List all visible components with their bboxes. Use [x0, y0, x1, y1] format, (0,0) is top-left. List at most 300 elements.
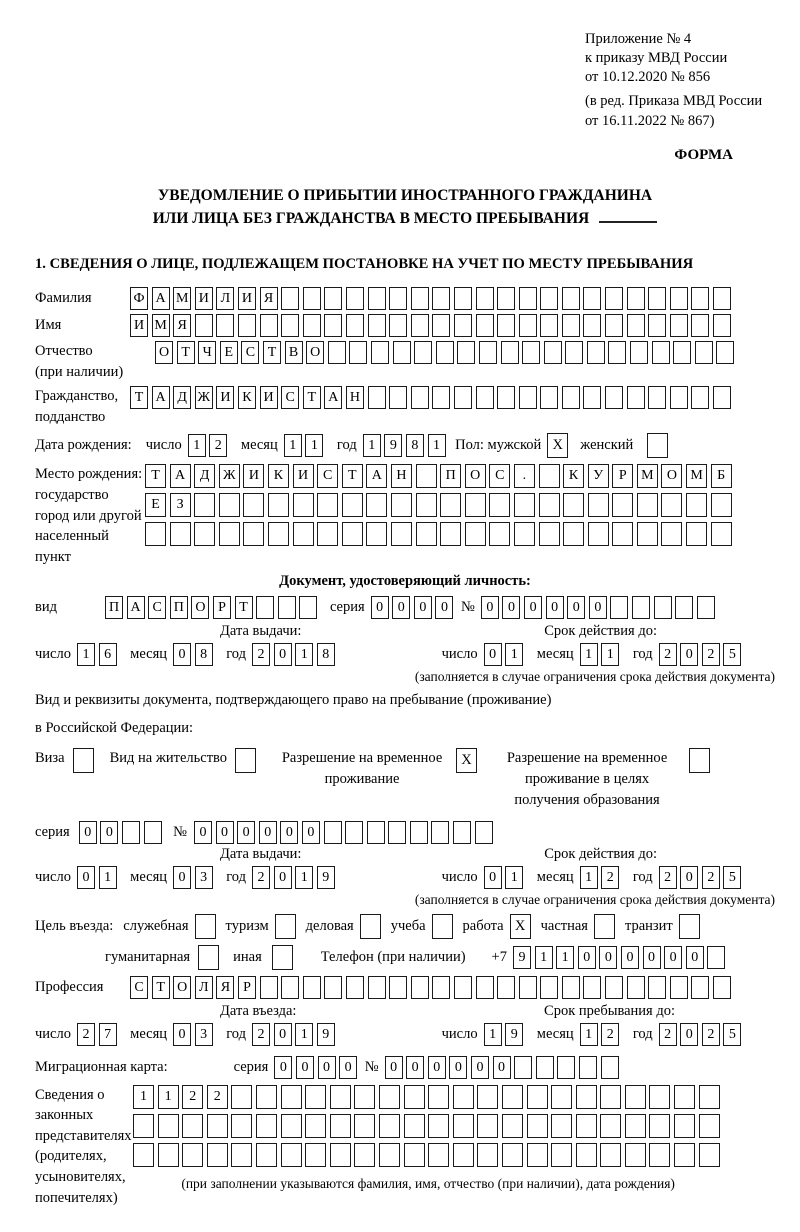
char-box[interactable] [713, 386, 731, 409]
char-box[interactable] [562, 287, 580, 310]
char-box[interactable]: У [588, 464, 609, 488]
char-box[interactable] [674, 1085, 695, 1109]
char-box[interactable] [539, 522, 560, 546]
char-box[interactable] [527, 1143, 548, 1167]
doc-series-input[interactable] [371, 596, 457, 619]
char-box[interactable] [654, 596, 672, 619]
char-box[interactable] [368, 976, 386, 999]
char-box[interactable] [477, 1114, 498, 1138]
char-box[interactable]: И [293, 464, 314, 488]
char-box[interactable]: М [686, 464, 707, 488]
char-box[interactable] [502, 1143, 523, 1167]
char-box[interactable] [551, 1143, 572, 1167]
char-box[interactable] [256, 596, 274, 619]
doc-number-input[interactable] [481, 596, 719, 619]
char-box[interactable] [354, 1085, 375, 1109]
char-box[interactable] [587, 341, 605, 364]
char-box[interactable] [371, 341, 389, 364]
char-box[interactable]: 0 [414, 596, 432, 619]
char-box[interactable]: 1 [505, 866, 523, 889]
char-box[interactable] [539, 493, 560, 517]
char-box[interactable] [583, 386, 601, 409]
char-box[interactable] [428, 1114, 449, 1138]
char-box[interactable]: 1 [284, 434, 302, 457]
char-box[interactable] [317, 522, 338, 546]
char-box[interactable] [605, 976, 623, 999]
purpose-work-checkbox[interactable]: X [510, 914, 531, 939]
char-box[interactable] [453, 1114, 474, 1138]
char-box[interactable] [661, 493, 682, 517]
char-box[interactable] [562, 976, 580, 999]
char-box[interactable] [122, 821, 140, 844]
char-box[interactable]: А [366, 464, 387, 488]
char-box[interactable] [565, 341, 583, 364]
char-box[interactable] [637, 493, 658, 517]
char-box[interactable]: Т [145, 464, 166, 488]
char-box[interactable] [305, 1085, 326, 1109]
char-box[interactable]: С [317, 464, 338, 488]
char-box[interactable]: 0 [621, 946, 639, 969]
char-box[interactable] [428, 1143, 449, 1167]
char-box[interactable]: 0 [493, 1056, 511, 1079]
char-box[interactable] [379, 1114, 400, 1138]
char-box[interactable] [379, 1143, 400, 1167]
char-box[interactable] [502, 1085, 523, 1109]
char-box[interactable] [346, 314, 364, 337]
char-box[interactable] [207, 1114, 228, 1138]
purpose-business-checkbox[interactable] [360, 914, 381, 939]
char-box[interactable] [610, 596, 628, 619]
char-box[interactable] [514, 493, 535, 517]
char-box[interactable] [454, 386, 472, 409]
char-box[interactable] [281, 287, 299, 310]
char-box[interactable] [428, 1085, 449, 1109]
migration-number-input[interactable] [385, 1056, 623, 1079]
char-box[interactable]: 0 [578, 946, 596, 969]
char-box[interactable]: 2 [659, 866, 677, 889]
char-box[interactable] [366, 522, 387, 546]
char-box[interactable] [231, 1143, 252, 1167]
char-box[interactable] [432, 314, 450, 337]
char-box[interactable] [454, 976, 472, 999]
char-box[interactable]: 1 [484, 1023, 502, 1046]
char-box[interactable] [391, 493, 412, 517]
char-box[interactable]: 0 [484, 866, 502, 889]
purpose-private-checkbox[interactable] [594, 914, 615, 939]
char-box[interactable]: 1 [295, 643, 313, 666]
char-box[interactable] [605, 314, 623, 337]
char-box[interactable]: А [170, 464, 191, 488]
char-box[interactable]: 0 [259, 821, 277, 844]
char-box[interactable]: 1 [556, 946, 574, 969]
char-box[interactable] [231, 1114, 252, 1138]
char-box[interactable]: 2 [601, 1023, 619, 1046]
sex-male-checkbox[interactable]: X [547, 433, 568, 458]
temp-residence-education-checkbox[interactable] [689, 748, 710, 773]
char-box[interactable] [328, 341, 346, 364]
char-box[interactable] [457, 341, 475, 364]
char-box[interactable] [411, 386, 429, 409]
phone-input[interactable] [513, 946, 729, 969]
char-box[interactable] [207, 1143, 228, 1167]
char-box[interactable] [648, 287, 666, 310]
char-box[interactable]: С [489, 464, 510, 488]
char-box[interactable] [367, 821, 385, 844]
char-box[interactable] [256, 1085, 277, 1109]
char-box[interactable] [514, 522, 535, 546]
char-box[interactable] [576, 1114, 597, 1138]
char-box[interactable]: 0 [280, 821, 298, 844]
char-box[interactable]: Ж [219, 464, 240, 488]
identity-valid-day-input[interactable] [484, 643, 527, 666]
char-box[interactable] [281, 976, 299, 999]
char-box[interactable]: Я [260, 287, 278, 310]
char-box[interactable] [410, 821, 428, 844]
char-box[interactable] [145, 522, 166, 546]
char-box[interactable] [536, 1056, 554, 1079]
char-box[interactable] [497, 287, 515, 310]
char-box[interactable]: Т [235, 596, 253, 619]
char-box[interactable] [416, 493, 437, 517]
char-box[interactable] [670, 386, 688, 409]
char-box[interactable] [519, 314, 537, 337]
char-box[interactable] [713, 314, 731, 337]
char-box[interactable]: 8 [406, 434, 424, 457]
char-box[interactable]: И [195, 287, 213, 310]
char-box[interactable] [608, 341, 626, 364]
char-box[interactable] [414, 341, 432, 364]
char-box[interactable]: 0 [385, 1056, 403, 1079]
identity-issue-day-input[interactable] [77, 643, 120, 666]
char-box[interactable] [133, 1114, 154, 1138]
purpose-study-checkbox[interactable] [432, 914, 453, 939]
char-box[interactable]: 1 [505, 643, 523, 666]
char-box[interactable]: 0 [680, 1023, 698, 1046]
birthplace-input-row2[interactable] [145, 493, 735, 517]
char-box[interactable] [260, 976, 278, 999]
char-box[interactable] [551, 1114, 572, 1138]
char-box[interactable]: 9 [384, 434, 402, 457]
char-box[interactable] [539, 464, 560, 488]
char-box[interactable]: Ж [195, 386, 213, 409]
char-box[interactable]: 2 [659, 643, 677, 666]
char-box[interactable] [699, 1085, 720, 1109]
char-box[interactable] [268, 522, 289, 546]
char-box[interactable]: Н [346, 386, 364, 409]
char-box[interactable]: 0 [567, 596, 585, 619]
char-box[interactable] [346, 976, 364, 999]
char-box[interactable] [416, 464, 437, 488]
identity-valid-year-input[interactable] [659, 643, 745, 666]
char-box[interactable] [431, 821, 449, 844]
char-box[interactable] [330, 1114, 351, 1138]
char-box[interactable] [648, 314, 666, 337]
char-box[interactable] [563, 522, 584, 546]
char-box[interactable] [432, 287, 450, 310]
char-box[interactable]: 0 [680, 643, 698, 666]
char-box[interactable]: 0 [302, 821, 320, 844]
purpose-tourism-checkbox[interactable] [275, 914, 296, 939]
residence-valid-month-input[interactable] [580, 866, 623, 889]
char-box[interactable]: 0 [274, 643, 292, 666]
char-box[interactable]: 0 [274, 1056, 292, 1079]
char-box[interactable] [562, 386, 580, 409]
char-box[interactable]: 0 [406, 1056, 424, 1079]
char-box[interactable] [194, 493, 215, 517]
char-box[interactable] [281, 1114, 302, 1138]
char-box[interactable]: 0 [435, 596, 453, 619]
char-box[interactable] [303, 976, 321, 999]
char-box[interactable] [170, 522, 191, 546]
char-box[interactable] [440, 493, 461, 517]
char-box[interactable] [388, 821, 406, 844]
char-box[interactable]: Л [216, 287, 234, 310]
representatives-input-row3[interactable] [133, 1143, 723, 1167]
char-box[interactable] [260, 314, 278, 337]
char-box[interactable] [182, 1114, 203, 1138]
char-box[interactable] [713, 287, 731, 310]
char-box[interactable] [699, 1114, 720, 1138]
char-box[interactable]: 7 [99, 1023, 117, 1046]
char-box[interactable] [627, 314, 645, 337]
char-box[interactable] [544, 341, 562, 364]
char-box[interactable] [368, 314, 386, 337]
char-box[interactable] [158, 1114, 179, 1138]
char-box[interactable] [540, 287, 558, 310]
char-box[interactable]: С [241, 341, 259, 364]
char-box[interactable] [637, 522, 658, 546]
char-box[interactable]: 9 [505, 1023, 523, 1046]
residence-issue-year-input[interactable] [252, 866, 338, 889]
stay-month-input[interactable] [580, 1023, 623, 1046]
entry-day-input[interactable] [77, 1023, 120, 1046]
char-box[interactable]: 0 [643, 946, 661, 969]
char-box[interactable] [707, 946, 725, 969]
char-box[interactable]: 9 [317, 866, 335, 889]
char-box[interactable] [389, 386, 407, 409]
char-box[interactable] [588, 493, 609, 517]
char-box[interactable]: 0 [686, 946, 704, 969]
char-box[interactable]: 1 [77, 643, 95, 666]
char-box[interactable]: Р [612, 464, 633, 488]
char-box[interactable]: П [170, 596, 188, 619]
char-box[interactable] [454, 314, 472, 337]
char-box[interactable] [563, 493, 584, 517]
char-box[interactable] [691, 314, 709, 337]
char-box[interactable]: 5 [723, 643, 741, 666]
char-box[interactable]: М [152, 314, 170, 337]
char-box[interactable] [670, 314, 688, 337]
char-box[interactable] [342, 522, 363, 546]
char-box[interactable]: А [127, 596, 145, 619]
char-box[interactable] [231, 1085, 252, 1109]
char-box[interactable]: З [170, 493, 191, 517]
char-box[interactable]: 5 [723, 1023, 741, 1046]
char-box[interactable]: Л [195, 976, 213, 999]
char-box[interactable] [479, 341, 497, 364]
char-box[interactable] [527, 1085, 548, 1109]
char-box[interactable] [324, 821, 342, 844]
char-box[interactable]: 9 [317, 1023, 335, 1046]
identity-issue-month-input[interactable] [173, 643, 216, 666]
char-box[interactable]: Р [213, 596, 231, 619]
char-box[interactable] [303, 287, 321, 310]
char-box[interactable] [476, 386, 494, 409]
char-box[interactable] [476, 976, 494, 999]
char-box[interactable] [562, 314, 580, 337]
char-box[interactable]: 1 [158, 1085, 179, 1109]
char-box[interactable] [583, 287, 601, 310]
char-box[interactable] [476, 314, 494, 337]
entry-month-input[interactable] [173, 1023, 216, 1046]
char-box[interactable]: 0 [428, 1056, 446, 1079]
entry-year-input[interactable] [252, 1023, 338, 1046]
char-box[interactable]: С [130, 976, 148, 999]
char-box[interactable] [630, 341, 648, 364]
char-box[interactable] [268, 493, 289, 517]
citizenship-input[interactable] [130, 386, 735, 409]
char-box[interactable] [281, 1143, 302, 1167]
char-box[interactable] [256, 1143, 277, 1167]
char-box[interactable]: 2 [207, 1085, 228, 1109]
residence-permit-checkbox[interactable] [235, 748, 256, 773]
identity-issue-year-input[interactable] [252, 643, 338, 666]
char-box[interactable] [691, 386, 709, 409]
char-box[interactable] [411, 314, 429, 337]
char-box[interactable] [711, 522, 732, 546]
char-box[interactable]: 3 [195, 866, 213, 889]
char-box[interactable] [368, 386, 386, 409]
firstname-input[interactable] [130, 314, 735, 337]
char-box[interactable] [476, 287, 494, 310]
char-box[interactable]: И [238, 287, 256, 310]
char-box[interactable]: 2 [182, 1085, 203, 1109]
residence-valid-year-input[interactable] [659, 866, 745, 889]
char-box[interactable] [540, 976, 558, 999]
char-box[interactable] [557, 1056, 575, 1079]
char-box[interactable]: О [465, 464, 486, 488]
char-box[interactable]: 0 [339, 1056, 357, 1079]
char-box[interactable] [691, 287, 709, 310]
char-box[interactable]: 3 [195, 1023, 213, 1046]
representatives-input-row1[interactable] [133, 1085, 723, 1109]
char-box[interactable]: О [173, 976, 191, 999]
char-box[interactable] [649, 1143, 670, 1167]
char-box[interactable] [674, 1114, 695, 1138]
representatives-input-row2[interactable] [133, 1114, 723, 1138]
char-box[interactable]: 0 [296, 1056, 314, 1079]
char-box[interactable] [354, 1143, 375, 1167]
char-box[interactable] [345, 821, 363, 844]
char-box[interactable] [600, 1085, 621, 1109]
char-box[interactable]: К [563, 464, 584, 488]
char-box[interactable] [661, 522, 682, 546]
birth-month-input[interactable] [284, 434, 327, 457]
sex-female-checkbox[interactable] [647, 433, 668, 458]
char-box[interactable] [489, 493, 510, 517]
char-box[interactable]: 2 [702, 866, 720, 889]
char-box[interactable]: В [285, 341, 303, 364]
char-box[interactable] [497, 386, 515, 409]
char-box[interactable] [686, 522, 707, 546]
char-box[interactable]: 1 [580, 1023, 598, 1046]
char-box[interactable] [368, 287, 386, 310]
char-box[interactable] [453, 821, 471, 844]
char-box[interactable] [583, 976, 601, 999]
char-box[interactable] [432, 976, 450, 999]
char-box[interactable] [625, 1085, 646, 1109]
char-box[interactable]: П [105, 596, 123, 619]
char-box[interactable]: 0 [237, 821, 255, 844]
char-box[interactable] [404, 1114, 425, 1138]
char-box[interactable] [389, 287, 407, 310]
char-box[interactable]: . [514, 464, 535, 488]
stay-year-input[interactable] [659, 1023, 745, 1046]
char-box[interactable] [379, 1085, 400, 1109]
char-box[interactable] [674, 1143, 695, 1167]
char-box[interactable]: Т [152, 976, 170, 999]
char-box[interactable]: М [173, 287, 191, 310]
char-box[interactable] [342, 493, 363, 517]
char-box[interactable] [195, 314, 213, 337]
char-box[interactable]: 0 [173, 1023, 191, 1046]
char-box[interactable] [576, 1085, 597, 1109]
char-box[interactable]: И [243, 464, 264, 488]
char-box[interactable]: Д [173, 386, 191, 409]
char-box[interactable]: И [130, 314, 148, 337]
char-box[interactable] [489, 522, 510, 546]
char-box[interactable] [675, 596, 693, 619]
char-box[interactable] [454, 287, 472, 310]
char-box[interactable] [649, 1114, 670, 1138]
char-box[interactable] [411, 287, 429, 310]
char-box[interactable] [519, 976, 537, 999]
char-box[interactable]: О [306, 341, 324, 364]
char-box[interactable] [324, 287, 342, 310]
char-box[interactable] [354, 1114, 375, 1138]
char-box[interactable] [416, 522, 437, 546]
char-box[interactable]: 0 [502, 596, 520, 619]
char-box[interactable]: А [324, 386, 342, 409]
char-box[interactable] [497, 976, 515, 999]
char-box[interactable]: 0 [274, 1023, 292, 1046]
char-box[interactable]: Т [177, 341, 195, 364]
char-box[interactable]: 0 [471, 1056, 489, 1079]
char-box[interactable] [579, 1056, 597, 1079]
char-box[interactable]: 1 [188, 434, 206, 457]
char-box[interactable]: К [238, 386, 256, 409]
char-box[interactable] [627, 287, 645, 310]
char-box[interactable] [243, 493, 264, 517]
residence-valid-day-input[interactable] [484, 866, 527, 889]
char-box[interactable]: О [191, 596, 209, 619]
doc-kind-input[interactable] [105, 596, 321, 619]
char-box[interactable]: 2 [702, 643, 720, 666]
char-box[interactable]: 0 [484, 643, 502, 666]
char-box[interactable]: Б [711, 464, 732, 488]
char-box[interactable]: 8 [317, 643, 335, 666]
char-box[interactable]: 1 [295, 866, 313, 889]
char-box[interactable] [605, 287, 623, 310]
char-box[interactable] [649, 1085, 670, 1109]
char-box[interactable]: 1 [99, 866, 117, 889]
char-box[interactable] [303, 314, 321, 337]
char-box[interactable]: 2 [252, 643, 270, 666]
char-box[interactable] [551, 1085, 572, 1109]
char-box[interactable] [144, 821, 162, 844]
char-box[interactable] [453, 1085, 474, 1109]
char-box[interactable]: 9 [513, 946, 531, 969]
